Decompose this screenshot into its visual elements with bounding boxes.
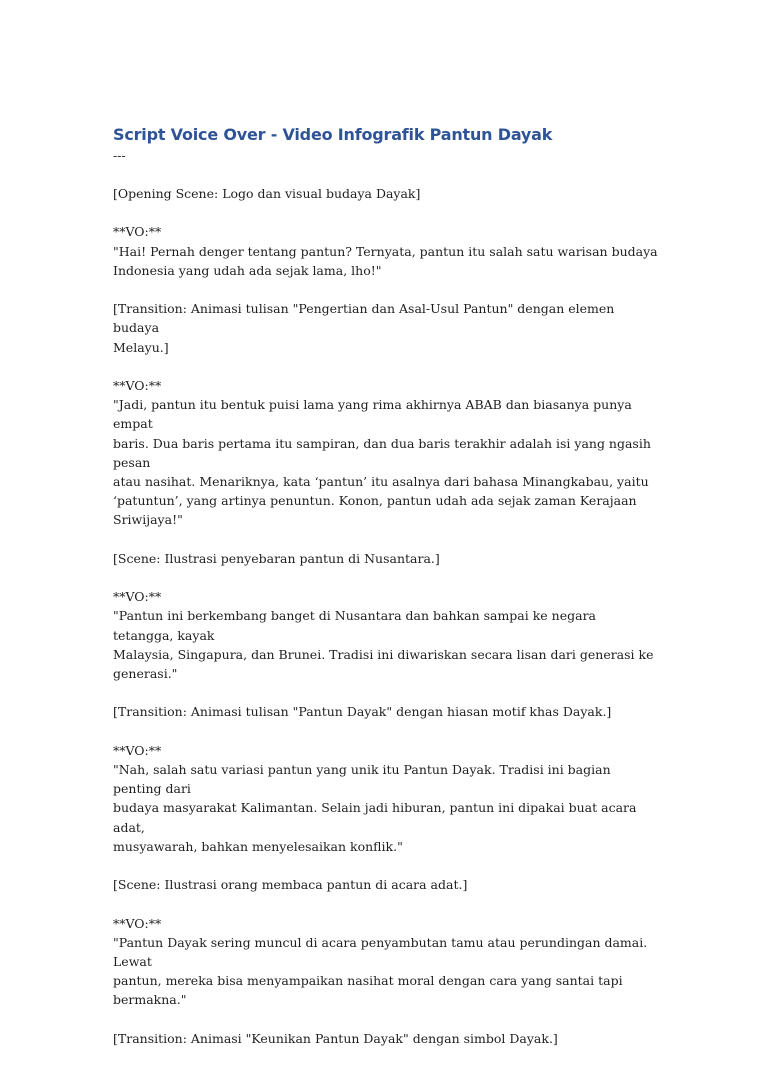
document-title: Script Voice Over - Video Infografik Pantun Dayak	[113, 125, 553, 144]
document-body	[113, 124, 658, 1067]
script-paragraph	[113, 587, 658, 683]
script-line: [Transition: Animasi tulisan "Pengertian dan Asal-Usul Pantun" dengan elemen budaya	[113, 301, 615, 336]
script-line: [Opening Scene: Logo dan visual budaya Dayak]	[113, 186, 421, 201]
script-line: **VO:**	[113, 589, 162, 605]
script-line: "Pantun ini berkembang banget di Nusantara dan bahkan sampai ke negara tetangga, kayak	[113, 608, 597, 643]
script-line: atau nasihat. Menariknya, kata ‘pantun’ itu asalnya dari bahasa Minangkabau, yaitu	[113, 474, 649, 489]
section-divider: ---	[113, 148, 126, 163]
script-paragraph	[113, 549, 658, 568]
script-line: "Hai! Pernah denger tentang pantun? Ternyata, pantun itu salah satu warisan budaya	[113, 243, 658, 259]
script-paragraph	[113, 741, 658, 856]
script-paragraph	[113, 376, 658, 530]
script-line: Melayu.]	[113, 339, 169, 355]
script-line: "Pantun Dayak sering muncul di acara penyambutan tamu atau perundingan damai. Lewat	[113, 934, 648, 969]
script-line: Malaysia, Singapura, dan Brunei. Tradisi ini diwariskan secara lisan dari generasi ke	[113, 646, 654, 662]
script-paragraph	[113, 914, 658, 1010]
script-line: **VO:**	[113, 915, 162, 931]
script-line: Indonesia yang udah ada sejak lama, lho!"	[113, 262, 382, 278]
script-line: Sriwijaya!"	[113, 512, 183, 528]
script-line: [Scene: Ilustrasi penyebaran pantun di Nusantara.]	[113, 550, 440, 566]
script-line: baris. Dua baris pertama itu sampiran, dan dua baris terakhir adalah isi yang ngasih pesan	[113, 435, 651, 470]
script-paragraph	[113, 184, 658, 203]
script-line: **VO:**	[113, 224, 162, 240]
script-paragraph	[113, 222, 658, 280]
script-paragraph	[113, 299, 658, 357]
script-line: [Scene: Ilustrasi orang membaca pantun di acara adat.]	[113, 877, 468, 893]
script-paragraph	[113, 875, 658, 894]
script-line: "Nah, salah satu variasi pantun yang unik itu Pantun Dayak. Tradisi ini bagian penting dari	[113, 761, 611, 797]
script-line: [Transition: Animasi "Keunikan Pantun Dayak" dengan simbol Dayak.]	[113, 1030, 558, 1046]
script-line: musyawarah, bahkan menyelesaikan konflik."	[113, 838, 403, 854]
script-line: generasi."	[113, 666, 178, 681]
script-line: "Jadi, pantun itu bentuk puisi lama yang rima akhirnya ABAB dan biasanya punya empat	[113, 397, 632, 432]
script-line: budaya masyarakat Kalimantan. Selain jadi hiburan, pantun ini dipakai buat acara adat,	[113, 800, 637, 835]
script-paragraph	[113, 1029, 658, 1048]
script-paragraph	[113, 702, 658, 721]
script-blocks	[113, 184, 658, 1048]
script-line: ‘patuntun’, yang artinya penuntun. Konon, pantun udah ada sejak zaman Kerajaan	[113, 493, 637, 509]
script-line: **VO:**	[113, 742, 162, 758]
script-line: [Transition: Animasi tulisan "Pantun Dayak" dengan hiasan motif khas Dayak.]	[113, 704, 612, 720]
script-line: **VO:**	[113, 377, 162, 393]
script-line: pantun, mereka bisa menyampaikan nasihat moral dengan cara yang santai tapi bermakna."	[113, 973, 623, 1008]
